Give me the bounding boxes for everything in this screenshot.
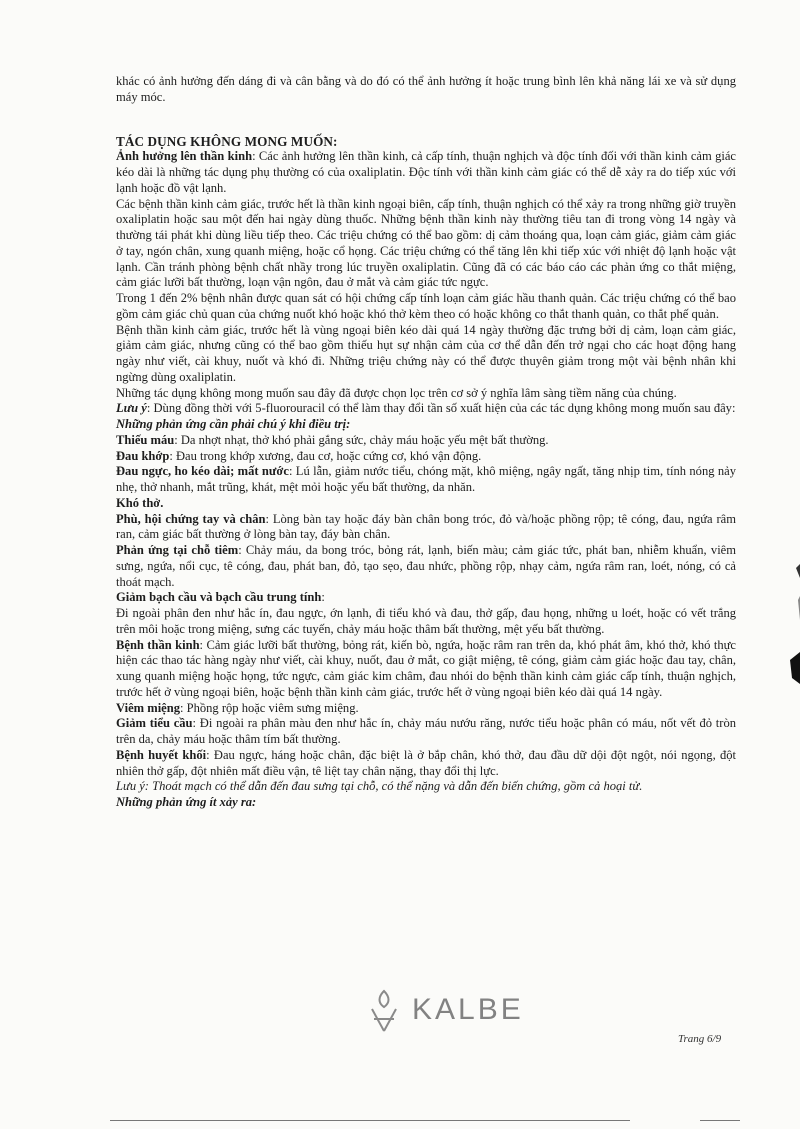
neuro-label: Ảnh hưởng lên thần kinh <box>116 149 253 164</box>
selection-paragraph: Những tác dụng không mong muốn sau đây đã được chọn lọc trên cơ sở ý nghĩa lâm sàng tiềm năng của chúng. <box>116 385 677 400</box>
item-leukopenia <box>116 590 736 606</box>
document-page <box>116 74 736 811</box>
scan-bottom-line <box>110 1120 630 1121</box>
kalbe-watermark <box>368 985 538 1041</box>
item-text: : Phồng rộp hoặc viêm sưng miệng. <box>180 700 359 715</box>
item-stomatitis <box>116 701 736 717</box>
important-heading: Những phản ứng cần phải chú ý khi điều trị: <box>116 417 351 431</box>
item-text: : Đau trong khớp xương, đau cơ, hoặc cứng cơ, khó vận động. <box>169 448 482 463</box>
item-text: : Chảy máu, da bong tróc, bỏng rát, lạnh, biến màu; cảm giác tức, phát ban, nhiễm khuẩn, viêm sưng, ngứa, nổi cục, tê cóng, đau, phát ban, đỏ, tạo sẹo, đau nhức, phồng rộp, nhạy cảm, ngứa râm ran, loét, nóng, có cả thoát mạch. <box>116 543 737 589</box>
item-label: Khó thở. <box>116 495 164 510</box>
note-paragraph <box>116 401 736 417</box>
extravasation-note: Lưu ý: Thoát mạch có thể dẫn đến đau sưng tại chỗ, có thể nặng và dẫn đến biến chứng, gồm cả hoại tử. <box>116 779 643 794</box>
section-title: TÁC DỤNG KHÔNG MONG MUỐN: <box>116 133 338 149</box>
item-text: : Lòng bàn tay hoặc đáy bàn chân bong tróc, đỏ và/hoặc phồng rộp; tê cóng, đau, ngứa râm ran, cảm giác bất thường ở lòng bàn tay, đáy bàn chân. <box>116 511 737 542</box>
item-injection-site <box>116 543 736 590</box>
item-anemia <box>116 433 736 449</box>
item-label: Bệnh huyết khối <box>116 747 207 762</box>
item-label: Thiếu máu <box>116 432 175 447</box>
neuro-paragraph <box>116 149 736 196</box>
item-label: Phù, hội chứng tay và chân <box>116 511 266 526</box>
scan-edge-mark <box>784 560 800 700</box>
item-text: : <box>321 590 325 605</box>
item-neuropathy <box>116 638 736 701</box>
item-label: Bệnh thần kinh <box>116 637 200 652</box>
kalbe-logo-icon <box>368 989 402 1033</box>
note-label: Lưu ý <box>116 401 147 416</box>
item-text: : Đau ngực, háng hoặc chân, đặc biệt là ở bắp chân, khó thở, đau đầu dữ dội đột ngột, nói ngọng, đột nhiên thở gấp, đột nhiên mất điều vận, tê liệt tay chân nặng, thay đổi thị lực. <box>116 747 737 778</box>
item-label: Giảm tiểu cầu <box>116 716 193 731</box>
item-label: Đau ngực, ho kéo dài; mất nước <box>116 464 289 479</box>
item-chest-pain <box>116 464 736 496</box>
item-thrombosis <box>116 748 736 780</box>
item-thrombocytopenia <box>116 716 736 748</box>
intro-paragraph: khác có ảnh hưởng đến dáng đi và cân bằng và do đó có thể ảnh hưởng ít hoặc trung bình lên khả năng lái xe và sử dụng máy móc. <box>116 74 736 104</box>
chronic-paragraph: Bệnh thần kinh cảm giác, trước hết là vùng ngoại biên kéo dài quá 14 ngày thường đặc trưng bởi dị cảm, loạn cảm giác, giảm cảm giác, nhưng cũng có thể bao gồm thiếu hụt sự nhận cảm của cơ thể dẫn đến trở ngại cho các hoạt động hang ngày như viết, cài khuy, nuốt và khó đi. Những triệu chứng này có thể được thuyên giảm trong một vài bệnh nhân khi ngừng dùng oxaliplatin. <box>116 322 736 384</box>
item-dyspnea <box>116 496 736 512</box>
page-number: Trang 6/9 <box>678 1033 722 1045</box>
item-label: Giảm bạch cầu và bạch cầu trung tính <box>116 590 322 605</box>
sensory-paragraph: Các bệnh thần kinh cảm giác, trước hết là thần kinh ngoại biên, cấp tính, thuận nghịch có thể xảy ra trong những giờ truyền oxaliplatin hoặc sau một đến hai ngày dùng thuốc. Những bệnh thần kinh này thường tiêu tan đi trong vòng 14 ngày và thường tái phát khi dùng liều tiếp theo. Các triệu chứng có thể bao gồm: dị cảm thoáng qua, loạn cảm giác, giảm cảm giác ở tay, ngón chân, xung quanh miệng, hoặc cổ họng. Các triệu chứng có thể tăng lên khi tiếp xúc với nhiệt độ lạnh hoặc vật lạnh. Cần tránh phòng bệnh chất nhầy trong lúc truyền oxaliplatin. Cũng đã có các báo cáo các phản ứng co thắt miệng, cảm giác lưỡi bất thường, loạn vận ngôn, đau ở mắt và cảm giác tức ngực. <box>116 196 736 290</box>
item-label: Đau khớp <box>116 448 170 463</box>
item-leukopenia-detail: Đi ngoài phân đen như hắc ín, đau ngực, ớn lạnh, đi tiểu khó và đau, thở gấp, đau họng, những u loét, hoặc có vết trắng trên môi hoặc trong miệng, sưng các tuyến, chảy máu hoặc thâm bất thường, mệt yếu bất thường. <box>116 606 736 636</box>
scan-bottom-line <box>700 1120 740 1121</box>
watermark-text: KALBE <box>412 993 524 1026</box>
item-text: : Da nhợt nhạt, thở khó phải gắng sức, chảy máu hoặc yếu mệt bất thường. <box>174 432 549 447</box>
item-edema <box>116 512 736 544</box>
item-text: : Đi ngoài ra phân màu đen như hắc ín, chảy máu nướu răng, nước tiểu hoặc phân có máu, nốt vết đỏ tròn trên da, chảy máu hoặc thâm tím bất thường. <box>116 716 736 746</box>
item-text: : Lú lẫn, giảm nước tiểu, chóng mặt, khô miệng, ngây ngất, tăng nhịp tim, tính nóng nảy nhẹ, thở nhanh, mắt trũng, khát, mệt mỏi hoặc yếu bất thường, da nhăn. <box>116 464 736 494</box>
laryngeal-paragraph: Trong 1 đến 2% bệnh nhân được quan sát có hội chứng cấp tính loạn cảm giác hầu thanh quản. Các triệu chứng có thể bao gồm cảm giác chủ quan của chứng nuốt khó hoặc khó thở kèm theo có hoặc không co thắt thanh quản, co thắt phế quản. <box>116 291 736 321</box>
item-arthralgia <box>116 449 736 465</box>
item-text: : Cảm giác lưỡi bất thường, bỏng rát, kiến bò, ngứa, hoặc râm ran trên da, khó phát âm, khó thở, khó thực hiện các thao tác hàng ngày như viết, cài khuy, nuốt, đau ở mắt, co giật miệng, tê cóng, giảm cảm giác hoặc đau tay, chân, xung quanh miệng hoặc họng, tức ngực, cảm giác kim châm, đau nhói do bệnh thần kinh cảm giác cấp tính, thuận nghịch, trước hết ở vùng ngoại biên, hoặc bệnh thần kinh cảm giác, trước hết ở vùng ngoại biên kéo dài quá 14 ngày. <box>116 637 736 699</box>
neuro-text: : Các ảnh hưởng lên thần kinh, cả cấp tính, thuận nghịch và độc tính đối với thần kinh cảm giác kéo dài là những tác dụng phụ thường có của oxaliplatin. Độc tính với thần kinh cảm giác có thể dễ xảy ra do tiếp xúc với lạnh hoặc đồ vật lạnh. <box>116 149 736 195</box>
item-label: Viêm miệng <box>116 700 180 715</box>
rare-heading: Những phản ứng ít xảy ra: <box>116 795 257 809</box>
note-text: : Dùng đồng thời với 5-fluorouracil có thể làm thay đổi tần số xuất hiện của các tác dụng không mong muốn sau đây: <box>146 401 736 416</box>
item-label: Phản ứng tại chỗ tiêm <box>116 543 239 557</box>
